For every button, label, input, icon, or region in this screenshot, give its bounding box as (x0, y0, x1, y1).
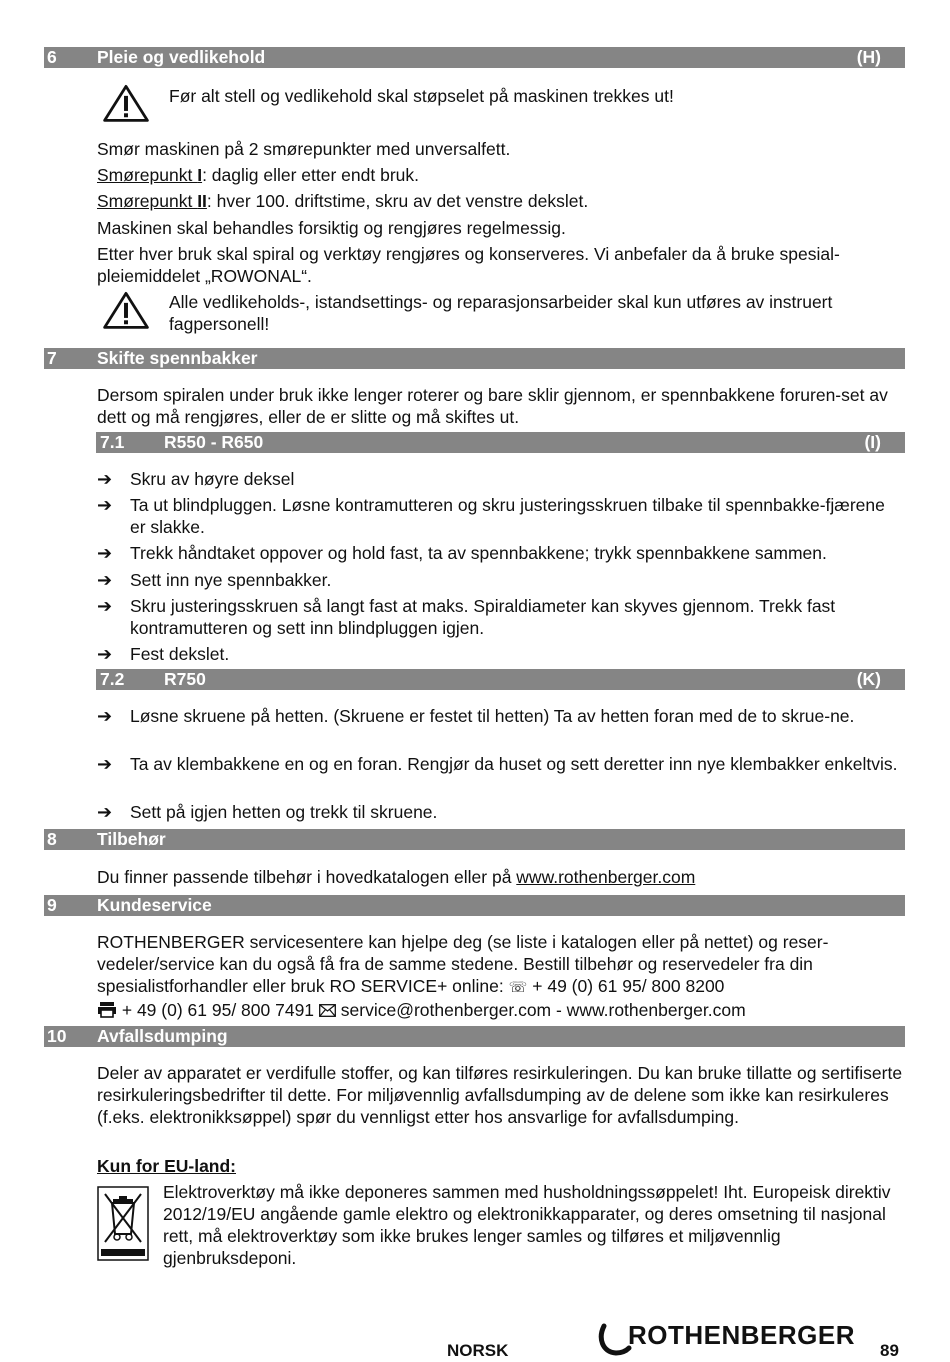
section-10-header (44, 1026, 905, 1047)
list-item: ➔ Ta av klembakkene en og en foran. Rengjør da huset og sett deretter inn nye klembakker enkeltvis. (97, 754, 898, 774)
phone-icon: ☏ (508, 979, 528, 996)
arrow-icon: ➔ (97, 706, 113, 726)
paragraph: Elektroverktøy må ikke deponeres sammen med husholdningssøppelet! Iht. Europeisk direktiv 2012/19/EU angående gamle elektro og elektronikkapparater, og deres omsetning til nasjonal rett, må elektroverktøy som ikke brukes lenger samles og tilføres et miljøvennlig gjenbruksdeponi. (163, 1182, 891, 1268)
section-title: Avfallsdumping (97, 1026, 228, 1046)
section-title: Pleie og vedlikehold (97, 47, 266, 67)
paragraph: Dersom spiralen under bruk ikke lenger roterer og bare sklir gjennom, er spennbakkene foruren-set av dett og må rengjøres, eller de er slitte og må skiftes ut. (97, 385, 888, 427)
fax-number: + 49 (0) 61 95/ 800 7491 (117, 1000, 315, 1020)
paragraph: ROTHENBERGER servicesentere kan hjelpe deg (se liste i katalogen eller på nettet) og reser-vedeler/service kan du også få fra de samme stedene. Bestill tilbehør og reservedeler fra din spesialistforhandler eller bruk RO SERVICE+ online: ☏ + 49 (0) 61 95/ 800 8200 + 49 (0) 61 95/ 800 7491 service@rothenberger.com - www.rothenberger.com (97, 932, 829, 1020)
warning-text: Alle vedlikeholds-, istandsettings- og reparasjonsarbeider skal kun utføres av instruert fagpersonell! (169, 292, 833, 334)
section-title: R750 (164, 669, 206, 689)
email-contact: service@rothenberger.com - www.rothenberger.com (335, 1000, 746, 1020)
fax-icon (97, 1001, 117, 1018)
section-number: 7.2 (100, 669, 125, 689)
section-9-header (44, 895, 905, 916)
label: Smørepunkt II (97, 191, 207, 211)
section-number: 6 (47, 47, 57, 67)
figure-ref: (I) (864, 432, 881, 452)
paragraph: Smør maskinen på 2 smørepunkter med unversalfett. (97, 139, 511, 159)
brand-logo-icon (598, 1322, 632, 1358)
arrow-icon: ➔ (97, 644, 113, 664)
figure-ref: (K) (856, 669, 881, 689)
subsection-7-2-header (96, 669, 905, 690)
brand-name: ROTHENBERGER (628, 1320, 856, 1350)
arrow-icon: ➔ (97, 754, 113, 774)
subsection-7-1-header (96, 432, 905, 453)
section-title: R550 - R650 (164, 432, 264, 452)
section-number: 8 (47, 829, 57, 849)
eu-heading: Kun for EU-land: (97, 1156, 237, 1176)
label: Smørepunkt I (97, 165, 203, 185)
paragraph: Du finner passende tilbehør i hovedkatalogen eller på www.rothenberger.com (97, 867, 696, 887)
phone-number: + 49 (0) 61 95/ 800 8200 (527, 976, 725, 996)
list-item: ➔ Skru justeringsskruen så langt fast at maks. Spiraldiameter kan skyves gjennom. Trekk fast kontramutteren og sett inn blindpluggen igjen. (97, 596, 836, 638)
arrow-icon: ➔ (97, 570, 113, 590)
section-6-header (44, 47, 905, 68)
arrow-icon: ➔ (97, 543, 113, 563)
list-item: ➔ Fest dekslet. (97, 644, 230, 664)
arrow-icon: ➔ (97, 495, 113, 515)
section-title: Kundeservice (97, 895, 212, 915)
paragraph: Etter hver bruk skal spiral og verktøy rengjøres og konserveres. Vi anbefaler da å bruke spesial-pleiemiddelet „ROWONAL“. (97, 244, 840, 286)
website-link[interactable]: www.rothenberger.com (516, 867, 696, 887)
list-item: ➔ Ta ut blindpluggen. Løsne kontramutteren og skru justeringsskruen tilbake til spennbakke-fjærene er slakke. (97, 495, 885, 537)
paragraph: Deler av apparatet er verdifulle stoffer, og kan tilføres resirkuleringen. Du kan bruke tillatte og sertifiserte resirkuleringsbedrifter til dette. For miljøvennlig avfallsdumping av de delene som ikke kan resirkuleres (f.eks. elektronikksøppel) spør du vennligst etter hos ansvarlige for avfallsdumping. (97, 1063, 903, 1127)
section-number: 7.1 (100, 432, 125, 452)
list-item: ➔ Sett inn nye spennbakker. (97, 570, 332, 590)
figure-ref: (H) (856, 47, 881, 67)
warning-text: Før alt stell og vedlikehold skal støpselet på maskinen trekkes ut! (169, 86, 674, 106)
paragraph: Smørepunkt II: hver 100. driftstime, skru av det venstre dekslet. (97, 191, 589, 211)
list-item: ➔ Løsne skruene på hetten. (Skruene er festet til hetten) Ta av hetten foran med de to skrue-ne. (97, 706, 855, 726)
warning-icon (97, 291, 155, 329)
footer-language: NORSK (447, 1341, 509, 1360)
arrow-icon: ➔ (97, 802, 113, 822)
section-title: Tilbehør (97, 829, 166, 849)
warning-icon (97, 84, 155, 122)
list-item: ➔ Skru av høyre deksel (97, 469, 295, 489)
section-number: 9 (47, 895, 57, 915)
weee-bin-icon (97, 1186, 149, 1261)
paragraph: Smørepunkt I: daglig eller etter endt bruk. (97, 165, 419, 185)
list-item: ➔ Sett på igjen hetten og trekk til skruene. (97, 802, 438, 822)
page-number: 89 (880, 1341, 899, 1360)
paragraph: Maskinen skal behandles forsiktig og rengjøres regelmessig. (97, 218, 566, 238)
section-title: Skifte spennbakker (97, 348, 258, 368)
list-item: ➔ Trekk håndtaket oppover og hold fast, ta av spennbakkene; trykk spennbakkene sammen. (97, 543, 827, 563)
section-8-header (44, 829, 905, 850)
arrow-icon: ➔ (97, 596, 113, 616)
section-7-header (44, 348, 905, 369)
section-number: 10 (47, 1026, 67, 1046)
section-number: 7 (47, 348, 57, 368)
arrow-icon: ➔ (97, 469, 113, 489)
mail-icon (319, 1004, 336, 1017)
